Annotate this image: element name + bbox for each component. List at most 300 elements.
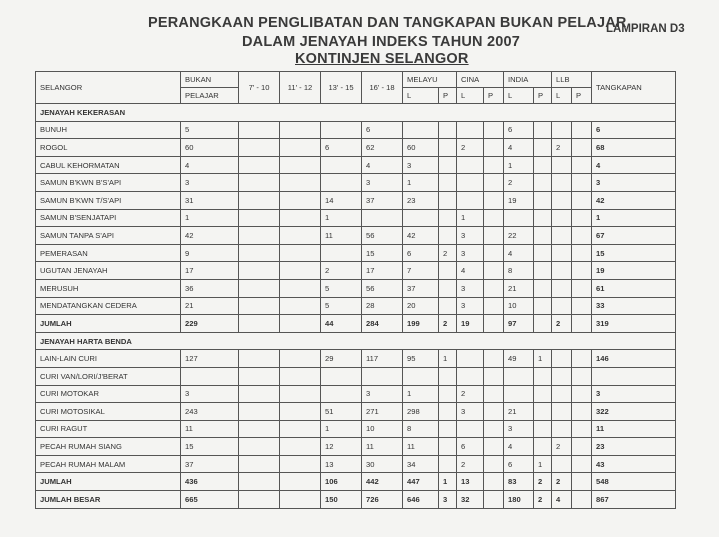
table-cell: 1 bbox=[439, 350, 457, 368]
table-cell bbox=[552, 227, 572, 245]
table-cell: 298 bbox=[403, 403, 439, 421]
header-tangkapan: TANGKAPAN bbox=[592, 72, 676, 104]
report-title-line1: PERANGKAAN PENGLIBATAN DAN TANGKAPAN BUKAN PELAJAR bbox=[148, 15, 627, 31]
header-india-l: L bbox=[504, 88, 534, 104]
table-cell bbox=[321, 156, 362, 174]
table-cell bbox=[484, 473, 504, 491]
table-cell: 1 bbox=[457, 209, 484, 227]
table-cell: 6 bbox=[457, 438, 484, 456]
header-cina-l: L bbox=[457, 88, 484, 104]
row-label: MENDATANGKAN CEDERA bbox=[36, 297, 181, 315]
tangkapan-cell: 33 bbox=[592, 297, 676, 315]
table-cell: 4 bbox=[504, 139, 534, 157]
row-label: SAMUN B'SENJATAPI bbox=[36, 209, 181, 227]
table-cell bbox=[572, 473, 592, 491]
table-cell bbox=[552, 209, 572, 227]
table-cell: 2 bbox=[457, 385, 484, 403]
table-cell: 49 bbox=[504, 350, 534, 368]
table-row bbox=[36, 455, 676, 473]
table-cell: 2 bbox=[552, 438, 572, 456]
table-cell: 56 bbox=[362, 227, 403, 245]
table-cell bbox=[534, 385, 552, 403]
table-cell bbox=[239, 367, 280, 385]
table-row bbox=[36, 367, 676, 385]
table-cell: 436 bbox=[181, 473, 239, 491]
table-cell: 271 bbox=[362, 403, 403, 421]
table-cell bbox=[239, 385, 280, 403]
total-row bbox=[36, 491, 676, 509]
table-cell bbox=[239, 139, 280, 157]
table-cell: 2 bbox=[552, 139, 572, 157]
header-llb: LLB bbox=[552, 72, 592, 88]
table-cell bbox=[534, 279, 552, 297]
table-cell: 60 bbox=[403, 139, 439, 157]
table-cell bbox=[439, 403, 457, 421]
table-cell bbox=[552, 367, 572, 385]
table-cell bbox=[534, 174, 552, 192]
table-cell bbox=[534, 156, 552, 174]
table-cell: 6 bbox=[321, 139, 362, 157]
table-cell bbox=[457, 350, 484, 368]
tangkapan-cell: 146 bbox=[592, 350, 676, 368]
table-cell: 34 bbox=[403, 455, 439, 473]
table-cell: 11 bbox=[181, 420, 239, 438]
table-cell bbox=[239, 121, 280, 139]
table-cell bbox=[280, 420, 321, 438]
table-cell bbox=[572, 262, 592, 280]
table-cell bbox=[280, 455, 321, 473]
table-cell bbox=[534, 315, 552, 333]
table-cell: 2 bbox=[552, 473, 572, 491]
table-cell bbox=[181, 367, 239, 385]
header-cina: CINA bbox=[457, 72, 504, 88]
table-cell: 665 bbox=[181, 491, 239, 509]
tangkapan-cell: 4 bbox=[592, 156, 676, 174]
table-cell: 2 bbox=[504, 174, 534, 192]
tangkapan-cell: 68 bbox=[592, 139, 676, 157]
table-cell: 3 bbox=[439, 491, 457, 509]
table-cell bbox=[484, 367, 504, 385]
table-cell bbox=[280, 262, 321, 280]
table-cell bbox=[439, 367, 457, 385]
table-cell: 646 bbox=[403, 491, 439, 509]
table-cell bbox=[552, 156, 572, 174]
table-row bbox=[36, 139, 676, 157]
table-cell bbox=[403, 121, 439, 139]
table-cell: 447 bbox=[403, 473, 439, 491]
table-cell: 21 bbox=[181, 297, 239, 315]
header-melayu-l: L bbox=[403, 88, 439, 104]
table-row bbox=[36, 385, 676, 403]
table-row bbox=[36, 297, 676, 315]
table-cell bbox=[457, 420, 484, 438]
table-cell bbox=[439, 191, 457, 209]
table-cell bbox=[484, 191, 504, 209]
table-row bbox=[36, 403, 676, 421]
table-cell bbox=[239, 156, 280, 174]
table-cell: 3 bbox=[403, 156, 439, 174]
table-row bbox=[36, 350, 676, 368]
table-row bbox=[36, 244, 676, 262]
table-cell bbox=[239, 455, 280, 473]
table-cell bbox=[484, 350, 504, 368]
table-cell: 5 bbox=[321, 279, 362, 297]
table-cell: 1 bbox=[534, 350, 552, 368]
table-cell: 36 bbox=[181, 279, 239, 297]
table-cell: 17 bbox=[181, 262, 239, 280]
table-cell: 2 bbox=[534, 491, 552, 509]
tangkapan-cell: 3 bbox=[592, 385, 676, 403]
section-row-kekerasan bbox=[36, 104, 676, 122]
table-cell bbox=[572, 315, 592, 333]
table-cell bbox=[552, 420, 572, 438]
table-cell bbox=[439, 156, 457, 174]
table-cell bbox=[552, 455, 572, 473]
header-india: INDIA bbox=[504, 72, 552, 88]
table-cell: 15 bbox=[362, 244, 403, 262]
table-cell bbox=[239, 350, 280, 368]
table-cell bbox=[552, 403, 572, 421]
table-cell bbox=[572, 438, 592, 456]
table-cell: 1 bbox=[534, 455, 552, 473]
header-age-13-15: 13' - 15 bbox=[321, 72, 362, 104]
table-cell: 11 bbox=[362, 438, 403, 456]
table-cell bbox=[280, 438, 321, 456]
table-cell bbox=[534, 297, 552, 315]
row-label: CURI RAGUT bbox=[36, 420, 181, 438]
table-cell bbox=[552, 279, 572, 297]
table-cell bbox=[280, 279, 321, 297]
table-cell: 2 bbox=[457, 455, 484, 473]
row-label: SAMUN TANPA S'API bbox=[36, 227, 181, 245]
section-title: JENAYAH KEKERASAN bbox=[36, 104, 676, 122]
header-llb-l: L bbox=[552, 88, 572, 104]
table-cell: 97 bbox=[504, 315, 534, 333]
table-cell: 199 bbox=[403, 315, 439, 333]
table-cell bbox=[439, 297, 457, 315]
table-cell: 150 bbox=[321, 491, 362, 509]
table-cell bbox=[572, 227, 592, 245]
table-cell bbox=[403, 209, 439, 227]
row-label: JUMLAH bbox=[36, 473, 181, 491]
table-row bbox=[36, 438, 676, 456]
table-cell bbox=[439, 121, 457, 139]
section-title: JENAYAH HARTA BENDA bbox=[36, 332, 676, 350]
table-cell: 42 bbox=[403, 227, 439, 245]
table-cell bbox=[439, 209, 457, 227]
table-cell: 29 bbox=[321, 350, 362, 368]
table-cell bbox=[457, 174, 484, 192]
table-cell: 3 bbox=[457, 279, 484, 297]
table-cell bbox=[439, 438, 457, 456]
table-cell: 117 bbox=[362, 350, 403, 368]
table-cell bbox=[457, 191, 484, 209]
header-melayu: MELAYU bbox=[403, 72, 457, 88]
table-cell bbox=[552, 262, 572, 280]
table-cell bbox=[439, 455, 457, 473]
table-cell bbox=[484, 279, 504, 297]
table-cell bbox=[280, 297, 321, 315]
header-row-1 bbox=[36, 72, 676, 88]
tangkapan-cell: 1 bbox=[592, 209, 676, 227]
table-cell bbox=[280, 385, 321, 403]
table-cell: 19 bbox=[457, 315, 484, 333]
table-cell bbox=[572, 385, 592, 403]
table-cell: 10 bbox=[504, 297, 534, 315]
table-cell bbox=[280, 315, 321, 333]
row-label: PECAH RUMAH SIANG bbox=[36, 438, 181, 456]
table-cell: 284 bbox=[362, 315, 403, 333]
table-cell: 3 bbox=[362, 385, 403, 403]
row-label: CABUL KEHORMATAN bbox=[36, 156, 181, 174]
row-label: LAIN-LAIN CURI bbox=[36, 350, 181, 368]
table-cell bbox=[572, 491, 592, 509]
table-cell: 3 bbox=[457, 297, 484, 315]
table-cell bbox=[439, 139, 457, 157]
row-label: SAMUN B'KWN T/S'API bbox=[36, 191, 181, 209]
table-row bbox=[36, 279, 676, 297]
table-cell bbox=[534, 262, 552, 280]
table-cell: 7 bbox=[403, 262, 439, 280]
tangkapan-cell: 548 bbox=[592, 473, 676, 491]
table-cell: 229 bbox=[181, 315, 239, 333]
table-cell: 5 bbox=[321, 297, 362, 315]
header-age-16-18: 16' - 18 bbox=[362, 72, 403, 104]
table-cell bbox=[484, 297, 504, 315]
table-row bbox=[36, 121, 676, 139]
table-cell: 1 bbox=[321, 420, 362, 438]
table-cell: 2 bbox=[552, 315, 572, 333]
row-label: PECAH RUMAH MALAM bbox=[36, 455, 181, 473]
table-cell bbox=[504, 367, 534, 385]
table-cell: 21 bbox=[504, 403, 534, 421]
table-cell: 13 bbox=[321, 455, 362, 473]
tangkapan-cell: 11 bbox=[592, 420, 676, 438]
table-cell: 3 bbox=[457, 227, 484, 245]
table-cell: 37 bbox=[181, 455, 239, 473]
table-cell bbox=[484, 121, 504, 139]
table-cell bbox=[239, 262, 280, 280]
table-cell bbox=[280, 491, 321, 509]
table-cell bbox=[362, 209, 403, 227]
table-cell: 13 bbox=[457, 473, 484, 491]
tangkapan-cell: 23 bbox=[592, 438, 676, 456]
statistics-table bbox=[35, 71, 676, 509]
table-cell bbox=[484, 491, 504, 509]
table-cell: 22 bbox=[504, 227, 534, 245]
table-cell: 4 bbox=[457, 262, 484, 280]
table-cell: 6 bbox=[504, 121, 534, 139]
table-cell bbox=[439, 262, 457, 280]
table-cell: 2 bbox=[321, 262, 362, 280]
tangkapan-cell: 61 bbox=[592, 279, 676, 297]
table-cell: 5 bbox=[181, 121, 239, 139]
table-cell bbox=[504, 209, 534, 227]
header-cina-p: P bbox=[484, 88, 504, 104]
table-cell bbox=[280, 209, 321, 227]
table-cell bbox=[534, 227, 552, 245]
table-cell: 4 bbox=[504, 438, 534, 456]
table-cell bbox=[280, 174, 321, 192]
table-cell: 4 bbox=[552, 491, 572, 509]
table-cell bbox=[484, 227, 504, 245]
table-cell bbox=[484, 156, 504, 174]
table-cell bbox=[280, 139, 321, 157]
table-cell: 51 bbox=[321, 403, 362, 421]
table-cell bbox=[239, 227, 280, 245]
table-cell bbox=[239, 403, 280, 421]
table-cell: 243 bbox=[181, 403, 239, 421]
table-cell bbox=[534, 420, 552, 438]
table-cell bbox=[239, 491, 280, 509]
table-cell bbox=[572, 139, 592, 157]
table-cell bbox=[572, 156, 592, 174]
table-cell: 726 bbox=[362, 491, 403, 509]
table-cell: 3 bbox=[504, 420, 534, 438]
total-row bbox=[36, 315, 676, 333]
table-cell bbox=[552, 350, 572, 368]
table-cell: 2 bbox=[439, 315, 457, 333]
table-cell bbox=[572, 279, 592, 297]
table-cell: 37 bbox=[403, 279, 439, 297]
table-cell: 4 bbox=[362, 156, 403, 174]
table-cell bbox=[484, 403, 504, 421]
table-cell bbox=[321, 174, 362, 192]
table-cell bbox=[572, 455, 592, 473]
table-cell bbox=[552, 297, 572, 315]
table-cell: 56 bbox=[362, 279, 403, 297]
table-cell bbox=[239, 315, 280, 333]
table-cell: 6 bbox=[362, 121, 403, 139]
table-cell bbox=[484, 455, 504, 473]
table-cell bbox=[552, 121, 572, 139]
table-row bbox=[36, 156, 676, 174]
table-cell bbox=[439, 279, 457, 297]
tangkapan-cell: 67 bbox=[592, 227, 676, 245]
lampiran-label: LAMPIRAN D3 bbox=[606, 23, 685, 35]
table-cell bbox=[239, 191, 280, 209]
table-cell bbox=[239, 244, 280, 262]
table-cell: 1 bbox=[439, 473, 457, 491]
table-cell: 3 bbox=[181, 174, 239, 192]
table-cell bbox=[572, 174, 592, 192]
table-cell: 17 bbox=[362, 262, 403, 280]
table-cell bbox=[321, 367, 362, 385]
table-cell: 31 bbox=[181, 191, 239, 209]
table-cell bbox=[239, 297, 280, 315]
table-cell bbox=[552, 174, 572, 192]
table-cell: 1 bbox=[403, 174, 439, 192]
header-india-p: P bbox=[534, 88, 552, 104]
table-cell: 10 bbox=[362, 420, 403, 438]
table-cell bbox=[362, 367, 403, 385]
table-cell bbox=[484, 315, 504, 333]
table-cell: 11 bbox=[321, 227, 362, 245]
section-row-harta bbox=[36, 332, 676, 350]
table-cell: 19 bbox=[504, 191, 534, 209]
table-cell bbox=[439, 385, 457, 403]
header-age-7-10: 7' - 10 bbox=[239, 72, 280, 104]
row-label: CURI VAN/LORI/J'BERAT bbox=[36, 367, 181, 385]
row-label: CURI MOTOSIKAL bbox=[36, 403, 181, 421]
header-selangor: SELANGOR bbox=[36, 72, 181, 104]
table-cell bbox=[280, 191, 321, 209]
tangkapan-cell: 867 bbox=[592, 491, 676, 509]
tangkapan-cell: 319 bbox=[592, 315, 676, 333]
table-cell bbox=[280, 367, 321, 385]
table-cell: 95 bbox=[403, 350, 439, 368]
table-cell bbox=[403, 367, 439, 385]
table-row bbox=[36, 174, 676, 192]
table-cell bbox=[572, 209, 592, 227]
table-cell: 127 bbox=[181, 350, 239, 368]
table-cell bbox=[534, 121, 552, 139]
table-cell: 3 bbox=[181, 385, 239, 403]
table-cell bbox=[504, 385, 534, 403]
header-bukan: BUKAN bbox=[181, 72, 239, 88]
row-label: MERUSUH bbox=[36, 279, 181, 297]
table-cell bbox=[484, 244, 504, 262]
table-cell bbox=[534, 367, 552, 385]
table-cell bbox=[280, 121, 321, 139]
report-title-line2: DALAM JENAYAH INDEKS TAHUN 2007 bbox=[242, 34, 521, 50]
table-row bbox=[36, 262, 676, 280]
table-row bbox=[36, 420, 676, 438]
table-cell: 3 bbox=[457, 244, 484, 262]
table-cell bbox=[572, 420, 592, 438]
table-cell bbox=[572, 350, 592, 368]
table-cell bbox=[280, 156, 321, 174]
table-cell bbox=[280, 244, 321, 262]
tangkapan-cell: 42 bbox=[592, 191, 676, 209]
table-cell: 2 bbox=[534, 473, 552, 491]
table-cell bbox=[457, 156, 484, 174]
table-cell bbox=[280, 403, 321, 421]
table-cell bbox=[552, 385, 572, 403]
row-label: UGUTAN JENAYAH bbox=[36, 262, 181, 280]
table-cell: 4 bbox=[181, 156, 239, 174]
tangkapan-cell: 6 bbox=[592, 121, 676, 139]
table-cell bbox=[572, 191, 592, 209]
row-label: SAMUN B'KWN B'S'API bbox=[36, 174, 181, 192]
table-cell: 8 bbox=[403, 420, 439, 438]
table-cell bbox=[484, 385, 504, 403]
table-cell bbox=[457, 367, 484, 385]
table-cell bbox=[321, 385, 362, 403]
table-cell: 3 bbox=[362, 174, 403, 192]
table-cell: 14 bbox=[321, 191, 362, 209]
table-cell bbox=[280, 350, 321, 368]
table-cell: 106 bbox=[321, 473, 362, 491]
table-cell bbox=[484, 262, 504, 280]
table-cell: 44 bbox=[321, 315, 362, 333]
table-cell: 180 bbox=[504, 491, 534, 509]
table-cell bbox=[534, 139, 552, 157]
tangkapan-cell: 19 bbox=[592, 262, 676, 280]
table-cell: 1 bbox=[504, 156, 534, 174]
table-row bbox=[36, 209, 676, 227]
header-llb-p: P bbox=[572, 88, 592, 104]
report-title-line3: KONTINJEN SELANGOR bbox=[295, 51, 469, 67]
row-label: ROGOL bbox=[36, 139, 181, 157]
table-cell: 42 bbox=[181, 227, 239, 245]
table-cell bbox=[239, 279, 280, 297]
header-age-11-12: 11' - 12 bbox=[280, 72, 321, 104]
table-cell bbox=[484, 438, 504, 456]
table-cell: 30 bbox=[362, 455, 403, 473]
table-cell: 28 bbox=[362, 297, 403, 315]
table-cell bbox=[239, 420, 280, 438]
